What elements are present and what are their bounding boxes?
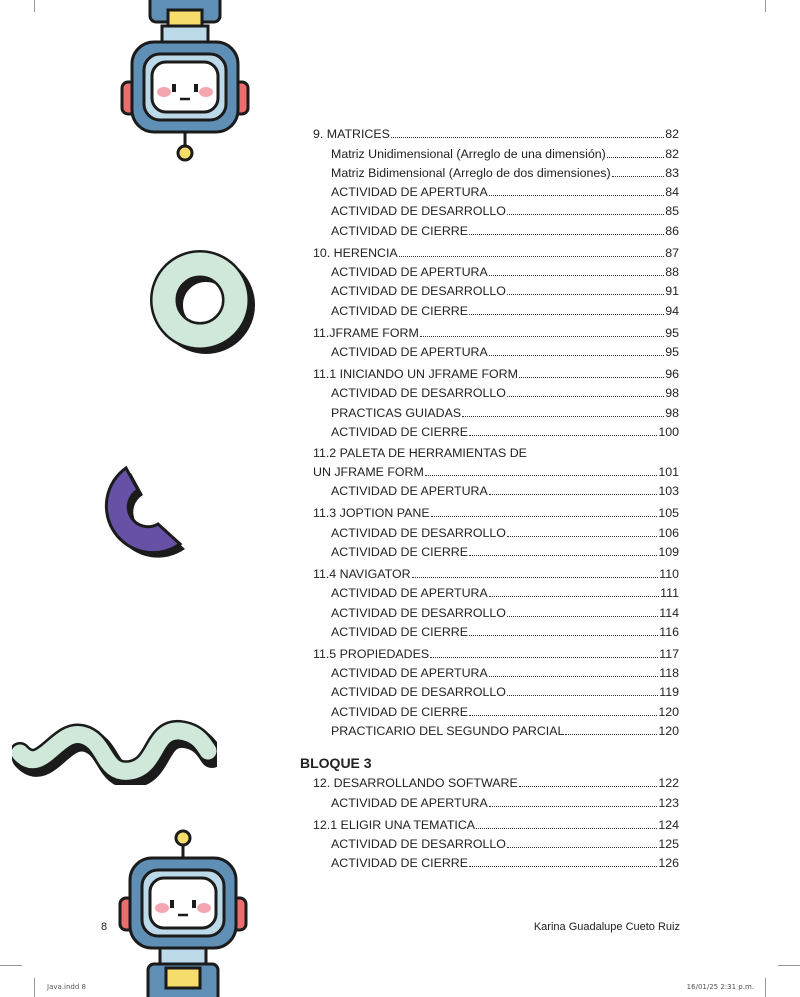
toc-entry-title: 12. DESARROLLANDO SOFTWARE [313, 776, 518, 791]
author-name: Karina Guadalupe Cueto Ruiz [533, 921, 680, 933]
toc-entry-title: ACTIVIDAD DE APERTURA [331, 666, 488, 681]
section-heading: BLOQUE 3 [300, 755, 372, 772]
dot-leader [469, 715, 657, 716]
toc-section-entry[interactable] [313, 812, 679, 831]
toc-subentry[interactable] [313, 381, 679, 400]
dot-leader [519, 377, 664, 378]
dot-leader [507, 695, 658, 696]
dot-leader [507, 214, 664, 215]
toc-subentry[interactable] [313, 340, 679, 359]
toc-entry-title: Matriz Unidimensional (Arreglo de una dimensión) [331, 146, 606, 161]
toc-page-number: 94 [665, 303, 679, 318]
toc-page-number: 120 [658, 704, 679, 719]
toc-subentry[interactable] [313, 581, 679, 600]
dot-leader [607, 157, 664, 158]
crop-mark [765, 0, 766, 12]
ring-shape [150, 250, 265, 360]
toc-subentry[interactable] [313, 790, 679, 809]
toc-entry-title-line: 11.2 PALETA DE HERRAMIENTAS DE [313, 445, 527, 460]
dot-leader [469, 234, 664, 235]
dot-leader [489, 494, 658, 495]
toc-entry-title: ACTIVIDAD DE APERTURA [331, 795, 488, 810]
toc-entry-title: ACTIVIDAD DE DESARROLLO [331, 284, 506, 299]
toc-entry-title: 11.JFRAME FORM [313, 325, 419, 340]
slug-datetime: 16/01/25 2:31 p.m. [686, 983, 754, 991]
toc-page-number: 125 [658, 836, 679, 851]
toc-page-number: 118 [659, 666, 679, 681]
toc-page-number: 105 [658, 506, 679, 521]
dot-leader [565, 734, 657, 735]
toc-page-number: 106 [658, 525, 679, 540]
toc-entry-title: 10. HERENCIA [313, 245, 398, 260]
dot-leader [476, 828, 657, 829]
toc-page-number: 101 [658, 465, 679, 480]
toc-subentry[interactable] [313, 400, 679, 419]
wave-shape [12, 715, 217, 785]
toc-subentry[interactable] [313, 719, 679, 738]
toc-subentry[interactable] [313, 600, 679, 619]
toc-page-number: 82 [665, 127, 679, 142]
table-of-contents [300, 122, 679, 871]
toc-page-number: 122 [658, 776, 679, 791]
toc-page-number: 98 [665, 405, 679, 420]
toc-entry-title: ACTIVIDAD DE APERTURA [331, 185, 488, 200]
toc-subentry[interactable] [313, 661, 679, 680]
toc-page-number: 95 [665, 344, 679, 359]
crop-mark [34, 978, 35, 997]
dot-leader [469, 866, 657, 867]
toc-entry-title: ACTIVIDAD DE DESARROLLO [331, 525, 506, 540]
toc-subentry[interactable] [313, 260, 679, 279]
toc-subentry[interactable] [313, 479, 679, 498]
dot-leader [431, 516, 658, 517]
toc-entry-title: ACTIVIDAD DE DESARROLLO [331, 386, 506, 401]
dot-leader [489, 596, 659, 597]
dot-leader [420, 336, 664, 337]
dot-leader [507, 847, 657, 848]
toc-page-number: 100 [658, 424, 679, 439]
toc-entry-title: ACTIVIDAD DE APERTURA [331, 586, 488, 601]
toc-section-entry[interactable] [313, 362, 679, 381]
toc-entry-title: ACTIVIDAD DE DESARROLLO [331, 685, 506, 700]
toc-entry-title: 11.5 PROPIEDADES [313, 646, 430, 661]
toc-section-entry[interactable] [313, 320, 679, 339]
dot-leader [507, 294, 664, 295]
dot-leader [507, 616, 658, 617]
toc-page-number: 83 [665, 165, 679, 180]
toc-entry-title: 11.1 INICIANDO UN JFRAME FORM [313, 366, 518, 381]
toc-page-number: 124 [658, 817, 679, 832]
toc-subentry[interactable] [313, 680, 679, 699]
dot-leader [430, 657, 658, 658]
toc-entry-title: 9. MATRICES [313, 127, 390, 142]
toc-page-number: 116 [659, 624, 679, 639]
dot-leader [612, 176, 665, 177]
toc-subentry[interactable] [313, 420, 679, 439]
toc-page-number: 84 [665, 185, 679, 200]
toc-subentry[interactable] [313, 620, 679, 639]
toc-page-number: 96 [665, 366, 679, 381]
dot-leader [507, 536, 657, 537]
dot-leader [507, 396, 664, 397]
crop-mark [765, 978, 766, 997]
toc-subentry[interactable] [313, 161, 679, 180]
toc-page-number: 95 [665, 325, 679, 340]
dot-leader [391, 137, 664, 138]
toc-entry-title: Matriz Bidimensional (Arreglo de dos dimensiones) [331, 165, 611, 180]
toc-section-entry[interactable] [313, 460, 679, 479]
dot-leader [489, 676, 658, 677]
toc-subentry[interactable] [313, 520, 679, 539]
dot-leader [412, 577, 659, 578]
toc-subentry[interactable] [313, 199, 679, 218]
crop-mark [34, 0, 35, 12]
toc-entry-title: ACTIVIDAD DE APERTURA [331, 265, 488, 280]
toc-page-number: 86 [665, 223, 679, 238]
dot-leader [469, 555, 657, 556]
toc-page-number: 110 [659, 566, 679, 581]
c-shape [88, 458, 198, 573]
dot-leader [519, 786, 658, 787]
robot-bottom-illustration [108, 826, 258, 997]
toc-section-entry[interactable] [313, 122, 679, 141]
toc-section-entry[interactable] [313, 562, 679, 581]
toc-entry-title: 11.3 JOPTION PANE [313, 506, 430, 521]
dot-leader [425, 475, 657, 476]
toc-subentry[interactable] [313, 851, 679, 870]
toc-entry-title: PRACTICAS GUIADAS [331, 405, 462, 420]
toc-entry-title: ACTIVIDAD DE CIERRE [331, 544, 469, 559]
dot-leader [399, 256, 665, 257]
dot-leader [489, 195, 664, 196]
toc-entry-title: ACTIVIDAD DE CIERRE [331, 424, 469, 439]
toc-entry-title: ACTIVIDAD DE DESARROLLO [331, 204, 506, 219]
robot-top-illustration [110, 0, 260, 170]
toc-entry-title: PRACTICARIO DEL SEGUNDO PARCIAL [331, 724, 565, 739]
toc-entry-title: ACTIVIDAD DE CIERRE [331, 704, 469, 719]
toc-section-entry[interactable] [313, 771, 679, 790]
page-number: 8 [101, 921, 108, 933]
toc-page-number: 120 [658, 724, 679, 739]
toc-subentry[interactable] [313, 699, 679, 718]
slug-file: Java.indd 8 [47, 983, 86, 991]
toc-section-entry[interactable] [313, 240, 679, 259]
toc-subentry[interactable] [313, 298, 679, 317]
toc-entry-title: ACTIVIDAD DE DESARROLLO [331, 836, 506, 851]
toc-page-number: 119 [659, 685, 679, 700]
toc-page-number: 88 [665, 265, 679, 280]
toc-subentry[interactable] [313, 218, 679, 237]
toc-subentry[interactable] [313, 180, 679, 199]
dot-leader [489, 355, 664, 356]
dot-leader [489, 275, 664, 276]
toc-entry-title: ACTIVIDAD DE CIERRE [331, 303, 469, 318]
toc-entry-title: UN JFRAME FORM [313, 465, 424, 480]
dot-leader [469, 435, 657, 436]
toc-page-number: 109 [658, 544, 679, 559]
toc-subentry[interactable] [313, 540, 679, 559]
toc-page-number: 123 [658, 795, 679, 810]
toc-page-number: 98 [665, 386, 679, 401]
toc-entry-title: ACTIVIDAD DE CIERRE [331, 223, 469, 238]
toc-entry-title: ACTIVIDAD DE CIERRE [331, 856, 469, 871]
dot-leader [462, 416, 664, 417]
toc-subentry[interactable] [313, 832, 679, 851]
toc-section-entry[interactable] [313, 642, 679, 661]
toc-page-number: 82 [665, 146, 679, 161]
toc-page-number: 87 [665, 245, 679, 260]
toc-entry-title: ACTIVIDAD DE CIERRE [331, 624, 469, 639]
toc-page-number: 103 [658, 484, 679, 499]
toc-page-number: 126 [658, 856, 679, 871]
toc-section-entry[interactable] [313, 501, 679, 520]
toc-page-number: 117 [659, 646, 679, 661]
toc-page-number: 111 [660, 586, 679, 601]
crop-mark [0, 965, 22, 966]
crop-mark [778, 965, 800, 966]
toc-page-number: 114 [659, 605, 679, 620]
toc-page-number: 91 [665, 284, 679, 299]
toc-subentry[interactable] [313, 141, 679, 160]
toc-entry-title: ACTIVIDAD DE APERTURA [331, 484, 488, 499]
toc-entry-title: ACTIVIDAD DE APERTURA [331, 344, 488, 359]
dot-leader [469, 635, 658, 636]
dot-leader [469, 314, 664, 315]
toc-page-number: 85 [665, 204, 679, 219]
toc-entry-title: 12.1 ELIGIR UNA TEMATICA [313, 817, 476, 832]
toc-subentry[interactable] [313, 279, 679, 298]
dot-leader [489, 806, 658, 807]
toc-entry-title: ACTIVIDAD DE DESARROLLO [331, 605, 506, 620]
toc-entry-title: 11.4 NAVIGATOR [313, 566, 411, 581]
